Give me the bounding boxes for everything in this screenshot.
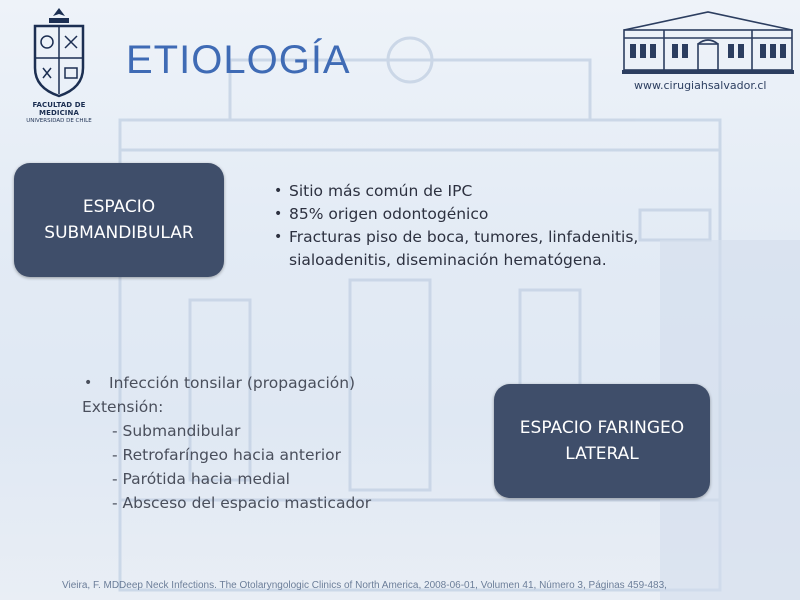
bullet-icon: • [274,183,283,199]
extension-item: - Submandibular [112,422,241,440]
logo-left-line1: FACULTAD DE MEDICINA [32,101,86,117]
bullet-text: sialoadenitis, diseminación hematógena. [289,251,607,269]
bullet-text: 85% origen odontogénico [289,205,489,223]
faculty-logo [20,6,98,124]
espacio-faringeo-lateral-box [494,384,710,498]
list-item [270,180,690,203]
hospital-url: www.cirugiahsalvador.cl [634,79,767,92]
hospital-building-icon [620,6,796,76]
reference-footer: Vieira, F. MDDeep Neck Infections. The Otolaryngologic Clinics of North America, 2008-06-01, Volumen 41, Número 3, Páginas 459-483, [62,580,667,591]
bullet-text: Infección tonsilar (propagación) [109,374,356,392]
logo-left-line2: UNIVERSIDAD DE CHILE [26,118,92,124]
list-item [270,226,690,249]
box-faringeo-line1: ESPACIO FARINGEO [519,418,685,438]
hospital-logo [620,6,796,92]
bullet-icon: • [274,229,283,245]
list-item-continuation [270,249,690,272]
slide-title: ETIOLOGÍA [126,38,351,82]
extension-item: - Absceso del espacio masticador [112,494,372,512]
bullet-text: Fracturas piso de boca, tumores, linfadenitis, [289,228,639,246]
box-faringeo-line2: LATERAL [565,444,639,464]
bullet-text: Sitio más común de IPC [289,182,473,200]
extension-item: - Retrofaríngeo hacia anterior [112,446,342,464]
list-item [82,371,462,395]
university-crest-icon [29,6,89,98]
faringeo-lateral-list [82,371,462,515]
extension-item: - Parótida hacia medial [112,470,290,488]
box-submandibular-line1: ESPACIO [82,197,156,217]
list-item [270,203,690,226]
submandibular-bullet-list [270,180,690,272]
box-submandibular-line2: SUBMANDIBULAR [44,223,194,243]
bullet-icon: • [84,375,93,391]
espacio-submandibular-box [14,163,224,277]
bullet-icon: • [274,206,283,222]
extension-label: Extensión: [82,398,164,416]
